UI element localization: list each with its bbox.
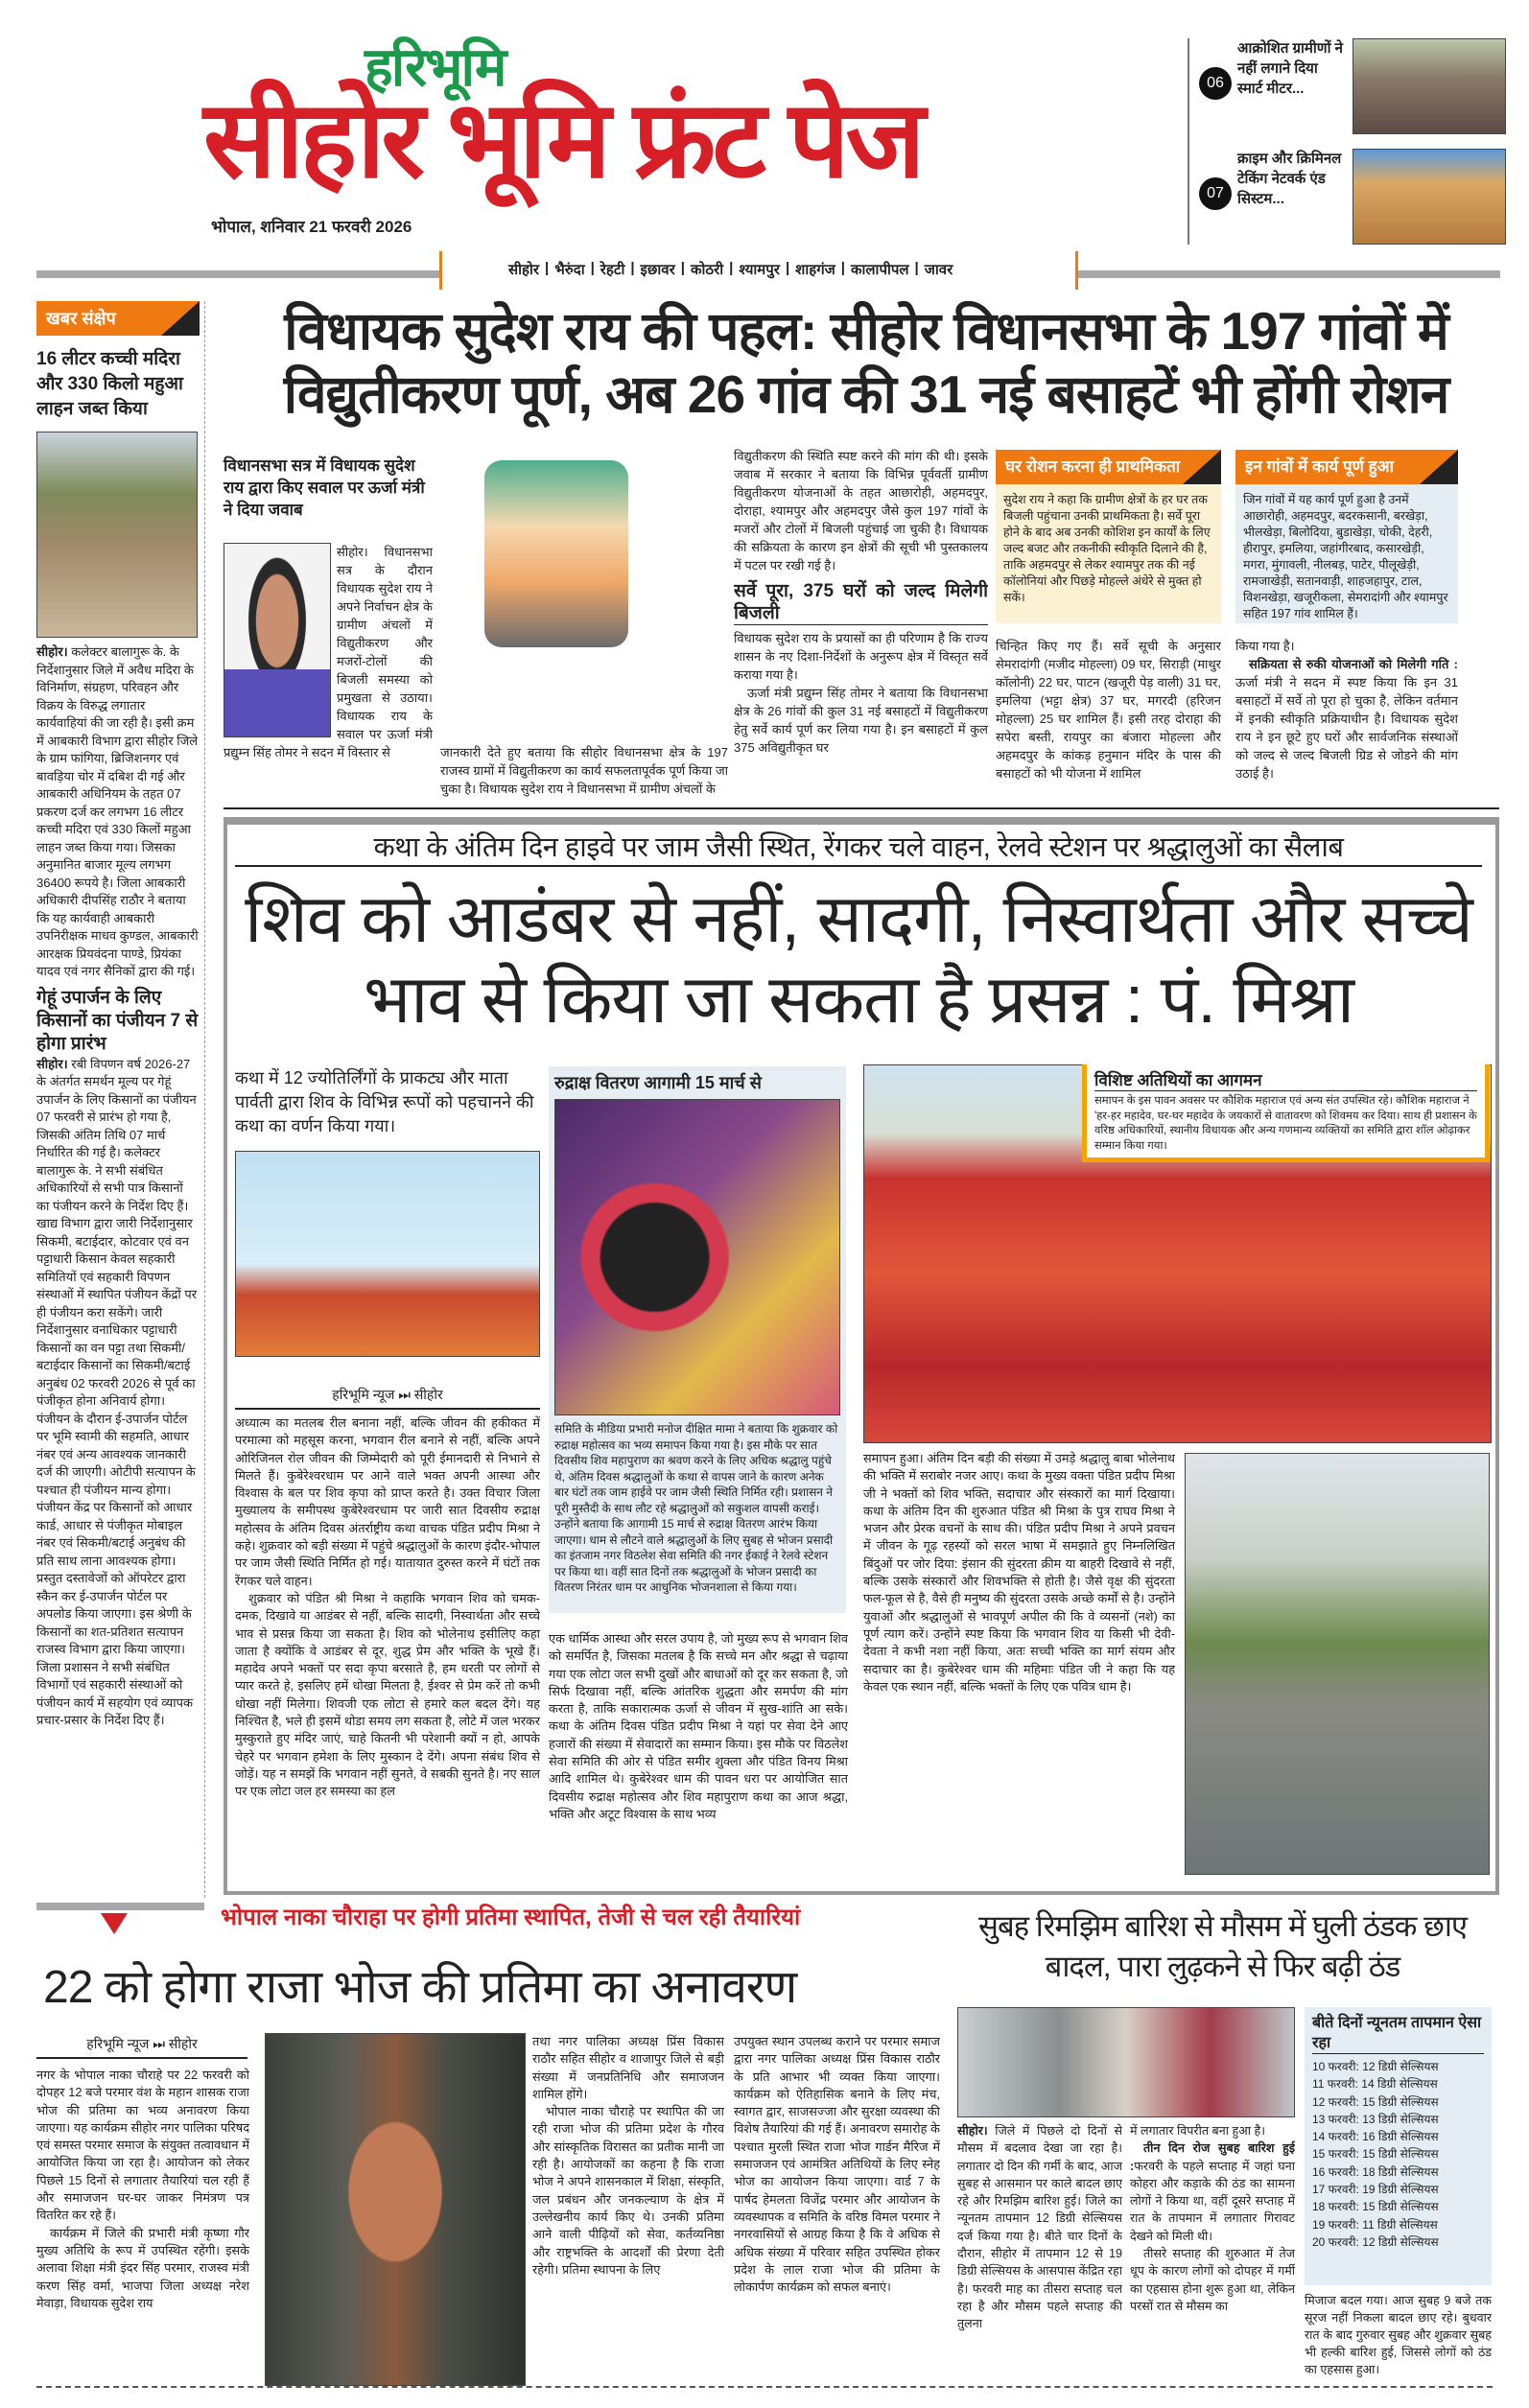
nav-item[interactable]: श्यामपुर <box>739 262 780 278</box>
weather-col2: में लगातार विपरीत बना हुआ है। तीन दिन रोज सुबह बारिश हुई :फरवरी के पहले सप्ताह में जहां घना कोहरा और कड़ाके की ठंड का सामना लोगों ने किया था, वहीं दूसरे सप्ताह में रात के तापमान में लगातार गिरावट देखने को मिली थी। तीसरे सप्ताह की शुरुआत में तेज धूप के कारण लोगों को दोपहर में गर्मी का एहसास होना शुरू हुआ था, लेकिन परसों रात से मौसम का <box>1130 2124 1295 2313</box>
teaser-2[interactable] <box>1199 149 1506 245</box>
teaser-photo-villagers <box>1353 38 1506 134</box>
rain-commuters-photo <box>957 2007 1295 2117</box>
temperature-box-title: बीते दिनों न्यूनतम तापमान ऐसा रहा <box>1312 2013 1484 2054</box>
lead-col3-subhead: सर्वे पूरा, 375 घरों को जल्द मिलेगी बिजली <box>734 581 988 623</box>
katha-col2: एक धार्मिक आस्था और सरल उपाय है, जो मुख्य रूप से भगवान शिव को समर्पित है, जिसका मतलब है कि सच्चे मन और श्रद्धा से चढ़ाया गया एक लोटा जल सभी दुखों और बाधाओं को दूर कर सकता है, जो सिर्फ दिखावा नहीं, बल्कि आंतरिक शुद्धता और समर्पण की मांग करता है, ताकि सकारात्मक ऊर्जा से जीवन में सुख-शांति आ सके। कथा के अंतिम दिवस पंडित प्रदीप मिश्रा ने यहां पर सेवा देने आए हजारों की संख्या में सेवादारों का सम्मान किया। इस मौके पर विठलेश सेवा समिति की ओर से पंडित समीर शुक्ला और पंडित विनय मिश्रा आदि शामिल थे। कुबेरेश्वर धाम की पावन धरा पर आयोजित सात दिवसीय रुद्राक्ष महोत्सव और शिव महापुराण कथा का आज श्रद्धा, भक्ति और अटूट विश्वास के साथ भव्य <box>549 1631 848 1821</box>
temperature-row: 18 फरवरी: 15 डिग्री सेल्सियस <box>1312 2200 1439 2214</box>
nav-rule-right <box>1078 270 1500 278</box>
temperature-row: 19 फरवरी: 11 डिग्री सेल्सियस <box>1312 2217 1438 2232</box>
temperature-row: 15 फरवरी: 15 डिग्री सेल्सियस <box>1312 2147 1439 2162</box>
rudraksh-text: समिति के मीडिया प्रभारी मनोज दीक्षित मामा ने बताया कि शुक्रवार को रुद्राक्ष महोत्सव का भव्य समापन किया गया है। इस मौके पर सात दिवसीय शिव महापुराण का श्रवण करने के लिए अधिक श्रद्धालु पहुंचे थे, अंतिम दिवस श्रद्धालुओं के कथा से वापस जाने के कारण अनेक बार घंटों तक जाम हाईवे पर जाम जैसी स्थिति निर्मित रही। प्रशासन ने पूरी मुस्तैदी के साथ लौट रहे श्रद्धालुओं को सकुशल वापसी कराई। उन्होंने बताया कि आगामी 15 मार्च से रुद्राक्ष वितरण आरंभ किया जाएगा। धाम से लौटने वाले श्रद्धालुओं के लिए सुबह से भोजन प्रसादी का इंतजाम नगर विठलेश सेवा समिति की नगर ईकाई ने रेलवे स्टेशन पर किया था। वहीं सात दिनों तक श्रद्धालुओं के भोजन प्रसादी का वितरण निरंतर धाम पर आधुनिक भोजनशाला से किया गया। <box>554 1422 838 1594</box>
katha-headline: शिव को आडंबर से नहीं, सादगी, निस्वार्थता और सच्चे भाव से किया जा सकता है प्रसन्न : पं. मिश्रा <box>245 881 1472 1037</box>
temperature-row: 13 फरवरी: 13 डिग्री सेल्सियस <box>1312 2112 1439 2126</box>
teaser-text: आक्रोशित ग्रामीणों ने नहीं लगाने दिया स्मार्ट मीटर... <box>1237 40 1343 97</box>
nav-item[interactable]: शाहगंज <box>795 262 835 278</box>
guests-text: समापन के इस पावन अवसर पर कौशिक महाराज एवं अन्य संत उपस्थित रहे। कौशिक महाराज ने 'हर-हर महादेव, घर-घर महादेव के जयकारों से वातावरण को शिवमय कर दिया। साथ ही प्रशासन के वरिष्ठ अधिकारियों, स्थानीय विधायक और अन्य गणमान्य व्यक्तियों का समिति द्वारा शॉल ओढ़ाकर सम्मान किया गया। <box>1094 1095 1477 1152</box>
teaser-text: क्राइम और क्रिमिनल टेकिंग नेटवर्क एंड सिस्टम... <box>1237 151 1342 207</box>
brief-body: सीहोर। कलेक्टर बालागुरू के. के निर्देशानुसार जिले में अवैध मदिरा के विनिर्माण, संग्रहण, परिवहन और विक्रय के विरुद्ध लगातार कार्यवाहियां की जा रही है। इसी क्रम में आबकारी विभाग द्वारा सीहोर जिले के ग्राम फांगिया, ब्रिजिशनगर एवं बावड़िया चोर में दबिश दी गई और आबकारी अधिनियम के तहत 07 प्रकरण दर्ज कर लगभग 16 लीटर कच्ची मदिरा एवं 330 किलों महुआ लाहन जब्त किया गया। जिसका अनुमानित बाजार मूल्य लगभग 36400 रूपये है। जिला आबकारी अधिकारी दीपसिंह राठौर ने बताया कि यह कार्यवाही आबकारी उपनिरीक्षक माधव कुण्डल, आबकारी आरक्षक प्रियवंदना पाण्डे, प्रियंका यादव एवं नगर सैनिकों द्वारा की गई। <box>36 644 199 978</box>
temperature-row: 17 फरवरी: 19 डिग्री सेल्सियस <box>1312 2183 1439 2197</box>
nav-item[interactable]: जावर <box>924 262 953 278</box>
lead-col5: किया गया है। सक्रियता से रुकी योजनाओं को मिलेगी गति : ऊर्जा मंत्री ने सदन में स्पष्ट किया कि इन 31 बसाहटों में सर्वे तो पूरा हो चुका है, लेकिन वर्तमान में इनकी स्वीकृति प्रक्रियाधीन है। विधायक सुदेश राय ने इन छूटे हुए घरों और सार्वजनिक संस्थाओं को जल्द से जल्द बिजली ग्रिड से जोडने की मांग उठाई है। <box>1235 639 1458 781</box>
nav-item[interactable]: कालापीपल <box>850 262 909 278</box>
bhoj-kicker: भोपाल नाका चौराहा पर होगी प्रतिमा स्थापित, तेजी से चल रही तैयारियां <box>221 1905 801 1930</box>
lead-subhead: विधानसभा सत्र में विधायक सुदेश राय द्वारा किए सवाल पर ऊर्जा मंत्री ने दिया जवाब <box>223 456 425 519</box>
nav-item[interactable]: इछावर <box>640 262 675 278</box>
weather-headline: सुबह रिमझिम बारिश से मौसम में घुली ठंडक छाए बादल, पारा लुढ़कने से फिर बढ़ी ठंड <box>977 1909 1468 1983</box>
teaser-photo-building <box>1353 149 1506 245</box>
katha-subhead: कथा में 12 ज्योतिर्लिंगों के प्राकट्य और माता पार्वती द्वारा शिव के विभिन्न रूपों को पहचानने की कथा का वर्णन किया गया। <box>235 1068 534 1135</box>
bottom-section-rule <box>36 1903 204 1910</box>
temperature-row: 14 फरवरी: 16 डिग्री सेल्सियस <box>1312 2130 1439 2144</box>
bhoj-col2: तथा नगर पालिका अध्यक्ष प्रिंस विकास राठौर सहित सीहोर व शाजापुर जिले से बड़ी संख्या में जनप्रतिनिधि और समाजजन शामिल होंगे। भोपाल नाका चौराहे पर स्थापित की जा रही राजा भोज की प्रतिमा प्रदेश के गौरव और सांस्कृतिक विरासत का प्रतीक मानी जा रही है। आयोजकों का कहना है कि राजा भोज ने अपने शासनकाल में शिक्षा, संस्कृति, जल प्रबंधन और जनकल्याण के क्षेत्र में उल्लेखनीय कार्य किए थे। उनकी प्रतिमा आने वाली पीढ़ियों को सेवा, कर्तव्यनिष्ठा और राष्ट्रभक्ति के आदर्शों की प्रेरणा देती रहेगी। प्रतिमा स्थापना के लिए <box>532 2034 724 2277</box>
lead-col3: विद्युतीकरण की स्थिति स्पष्ट करने की मांग की थी। इसके जवाब में सरकार ने बताया कि विभिन्न पूर्ववर्ती ग्रामीण विद्युतीकरण योजनाओं के तहत आछारोही, अहमदपुर, दोराहा, श्यामपुर और अहमदपुर जैसे कुल 197 गांवों के मजरों और टोलों में बिजली पहुंचाई जा चुकी है। विधायक की सक्रियता के कारण इन क्षेत्रों की सूची भी पुस्तकालय में पटल पर रखी गई है। सर्वे पूरा, 375 घरों को जल्द मिलेगी बिजली विधायक सुदेश राय के प्रयासों का ही परिणाम है कि राज्य शासन के नए दिशा-निर्देशों के अनुरूप क्षेत्र में विस्तृत सर्वे कराया गया है। ऊर्जा मंत्री प्रद्युम्न सिंह तोमर ने बताया कि विधानसभा क्षेत्र के 26 गांवों की कुल 31 नई बसाहटों में विद्युतीकरण हेतु सर्वे कार्य पूर्ण कर लिया गया है। इन बसाहटों में कुल 375 अविद्युतीकृत घर <box>734 449 988 755</box>
brief-body: सीहोर। रबी विपणन वर्ष 2026-27 के अंतर्गत समर्थन मूल्य पर गेहूं उपार्जन के लिए किसानों का पंजीयन 07 फरवरी से प्रारंभ हो गया है, जिसकी अंतिम तिथि 07 मार्च निर्धारित की गई है। कलेक्टर बालागुरू के. ने सभी संबंधित अधिकारियों से सभी पात्र किसानों का पंजीयन करने के निर्देश दिए हैं। खाद्य विभाग द्वारा जारी निर्देशानुसार सिकमी, बटाईदार, कोटवार एवं वन पट्टाधारी किसान केवल सहकारी समितियों एवं सहकारी विपणन संस्थाओं में स्थापित पंजीयन केंद्रों पर ही पंजीयन करा सकेंगे। जारी निर्देशानुसार वनाधिकार पट्टाधारी किसानों का वन पट्टा तथा सिकमी/बटाईदार किसानों का सिकमी/बटाई अनुबंध 02 फरवरी 2026 से पूर्व का पंजीकृत होना अनिवार्य होगा। पंजीयन के दौरान ई-उपार्जन पोर्टल पर भूमि स्वामी की सहमति, आधार नंबर एवं अन्य आवश्यक जानकारी दर्ज की जाएगी। ओटीपी सत्यापन के पश्चात ही पंजीयन मान्य होगा। पंजीयन केंद्र पर किसानों को आधार कार्ड, आधार से पंजीकृत मोबाइल नंबर एवं सिकमी/बटाई अनुबंध की प्रति साथ लाना आवश्यक होगा। प्रस्तुत दस्तावेजों को ऑपरेटर द्वारा स्कैन कर ई-उपार्जन पोर्टल पर अपलोड किया जाएगा। इस श्रेणी के किसानों का शत-प्रतिशत सत्यापन राजस्व विभाग द्वारा किया जाएगा। जिला प्रशासन ने सभी संबंधित विभागों एवं सहकारी संस्थाओं को पंजीयन कार्य में सहयोग एवं व्यापक प्रचार-प्रसार के निर्देश दिए हैं। <box>36 1056 198 1727</box>
temperature-row: 16 फरवरी: 18 डिग्री सेल्सियस <box>1312 2164 1439 2179</box>
katha-col1: अध्यात्म का मतलब रील बनाना नहीं, बल्कि जीवन की हकीकत में परमात्मा को महसूस करना, भगवान रील बनाने से नहीं, बल्कि अपने ओरिजिनल रोल जीवन की जिम्मेदारी को पूरी ईमानदारी से निभाने से मिलते हैं। कुबेरेश्वरधाम पर आने वाले भक्त अपनी आस्था और विश्वास के बल पर शिव कृपा को प्राप्त करते है। उक्त विचार जिला मुख्यालय के समीपस्थ कुबेरेश्वरधाम पर जारी सात दिवसीय रुद्राक्ष महोत्सव के अंतिम दिवस अंतर्राष्ट्रीय कथा वाचक पंडित प्रदीप मिश्रा ने कहे। शुक्रवार को बड़ी संख्या में पहुंचे श्रद्धालुओं के कारण इंदौर-भोपाल पर जाम जैसी स्थिति निर्मित हो गई। यातायात दुरुस्त करने में घंटों तक रेंगकर चले वाहन। शुक्रवार को पंडित श्री मिश्रा ने कहाकि भगवान शिव को चमक-दमक, दिखावे या आडंबर से नहीं, बल्कि सादगी, निस्वार्थता और सच्चे भाव से प्रसन्न किया जा सकता है। शिव को भोलेनाथ इसीलिए कहा जाता है क्योंकि वे आडंबर से दूर, शुद्ध प्रेम और भक्ति के भूखे हैं। महादेव अपने भक्तों पर सदा कृपा बरसाते है, हम धरती पर लोगों से प्यार करते हे, इसलिए हमें धोखा मिलता है, ईश्वर से प्रेम करें तो कभी धोखा नहीं मिलेगा। शिवजी एक लोटा से हमारे कल बदल देंगे। यह निश्चित है, भले ही इसमें थोडा समय लग सकता है, लोटे में जल भरकर मुस्कुराते हुए मंदिर जाएं, चाहे कितनी भी परेशानी क्यों न हो, आपके चेहरे पर भगवान हमेशा के लिए मुस्कान दे देंगे। अपना संबंध शिव से जोड़ें। यह न समझें कि भगवान नहीं सुनते, वे सबकी सुनते है। नए साल पर एक लोटा जल हर समस्या का हल <box>235 1415 540 1799</box>
nav-item[interactable]: सीहोर <box>508 262 540 278</box>
page-number-badge: 07 <box>1199 177 1232 210</box>
temperature-box <box>1305 2007 1492 2285</box>
katha-byline: हरिभूमि न्यूज ⏭ सीहोर <box>235 1386 540 1410</box>
excise-team-photo <box>36 432 198 638</box>
lead-col2: जानकारी देते हुए बताया कि सीहोर विधानसभा क्षेत्र के 197 राजस्व ग्रामों में विद्युतीकरण का कार्य सफलतापूर्वक पूर्ण किया जा चुका है। विधायक सुदेश राय ने विधानसभा में ग्रामीण अंचलों के <box>440 745 728 796</box>
section-divider <box>223 807 1499 809</box>
nav-item[interactable]: भैरुंदा <box>554 262 585 278</box>
weather-col3: मिजाज बदल गया। आज सुबह 9 बजे तक सूरज नहीं निकला बादल छाए रहे। बुधवार रात के बाद गुरुवार सुबह और शुक्रवार सुबह भी हल्की बारिश हुई, जिससे लोगों को ठंड का एहसास हुआ। <box>1305 2294 1492 2376</box>
weather-col1: सीहोर। जिले में पिछले दो दिनों से मौसम में बदलाव देखा जा रहा है। लगातार दो दिन की गर्मी के बाद, आज सुबह से आसमान पर काले बादल छाए रहे और रिमझिम बारिश हुई। जिले का न्यूनतम तापमान 12 डिग्री सेल्सियस दर्ज किया गया है। बीते चार दिनों के दौरान, सीहोर में तापमान 12 से 19 डिग्री सेल्सियस के आसपास केंद्रित रहा है। फरवरी माह का तीसरा सप्ताह चल रहा है और मौसम पहले सप्ताह की तुलना <box>957 2124 1122 2331</box>
teaser-panel <box>1188 38 1504 245</box>
temperature-row: 20 फरवरी: 12 डिग्री सेल्सियस <box>1312 2234 1439 2249</box>
temperature-row: 10 फरवरी: 12 डिग्री सेल्सियस <box>1312 2060 1439 2073</box>
nav-item[interactable]: रेहटी <box>600 262 625 278</box>
lead-col4: चिन्हित किए गए हैं। सर्वे सूची के अनुसार सेमरादांगी (मजीद मोहल्ला) 09 घर, सिराड़ी (माथुर कॉलोनी) 22 घर, पाटन (खजूरी पेड़ वाली) 31 घर, इमलिया (भट्टा क्षेत्र) 37 घर, मगरदी (हरिजन मोहल्ला) 25 घर शामिल हैं। इसी तरह दोराहा की सपेरा बस्ती, रायपुर का बंजारा मोहल्ला और अहमदपुर के कांकड़ हनुमान मंदिर के पास की बसाहटों को भी योजना में शामिल <box>996 639 1221 781</box>
brand-logo: हरिभूमि <box>365 36 506 97</box>
villages-box-tag: इन गांवों में कार्य पूर्ण हुआ <box>1235 450 1458 484</box>
dateline: भोपाल, शनिवार 21 फरवरी 2026 <box>211 218 412 236</box>
guests-box <box>1082 1064 1490 1162</box>
katha-col3: समापन हुआ। अंतिम दिन बड़ी की संख्या में उमड़े श्रद्धालु बाबा भोलेनाथ की भक्ति में सराबोर नजर आए। कथा के मुख्य वक्ता पंडित प्रदीप मिश्रा जी ने भक्तों को शिव भक्ति, सदाचार और संस्कारों का मार्ग दिखाया। कथा के अंतिम दिन की शुरुआत पंडित श्री मिश्रा के पुत्र राघव मिश्रा ने भजन और प्रेरक वचनों के साथ की। पंडित प्रदीप मिश्रा ने अपने प्रवचन में जीवन के गूढ़ रहस्यों को सरल भाषा में समझाते हुए निम्नलिखित बिंदुओं पर जोर दिया: इंसान की सुंदरता क्रीम या बाहरी दिखावे से नहीं, बल्कि उसके संस्कारों और शिवभक्ति से होती है। जैसे वृक्ष की सुंदरता फल-फूल से है, वैसे ही मनुष्य की सुंदरता उसके अच्छे कर्मों से है। उन्होंने युवाओं और श्रद्धालुओं से भावपूर्ण अपील की कि वे व्यसनों (नशे) का पूर्ण त्याग करें। उन्होंने स्पष्ट किया कि भगवान शिव या किसी भी देवी-देवता ने कभी नशा नहीं किया, अतः सच्ची भक्ति का मार्ग संयम और सदाचार का है। कुबेरेश्वर धाम की महिमाः पंडित जी ने कहा कि यह केवल एक स्थान नहीं, बल्कि भक्तों के लिए एक पवित्र धाम है। <box>863 1451 1175 1694</box>
down-chevron-icon <box>101 1913 128 1934</box>
bhoj-byline: हरिभूमि न्यूज ⏭ सीहोर <box>36 2035 247 2059</box>
bhoj-col3: उपयुक्त स्थान उपलब्ध कराने पर परमार समाज द्वारा नगर पालिका अध्यक्ष प्रिंस विकास राठौर के प्रति आभार भी व्यक्त किया जाएगा। कार्यक्रम को ऐतिहासिक बनाने के लिए मंच, स्वागत द्वार, साजसज्जा और सुरक्षा व्यवस्था की विशेष तैयारियां की गई हैं। अनावरण समारोह के पश्चात मुरली स्थित राजा भोज गार्डन मैरिज में समाजजन एवं आमंत्रित अतिथियों के लिए स्नेह भोज का आयोजन किया जाएगा। वार्ड 7 के पार्षद हेमलता विजेंद्र परमार और आयोजन के व्यवस्थापक व समिति के वरिष्ठ विमल परमार ने नगरवासियों से आग्रह किया है कि वे अधिक से अधिक संख्या में परिवार सहित उपस्थित होकर प्रदेश के लाल राजा भोज की प्रतिमा के लोकार्पण कार्यक्रम को सफल बनाएं। <box>734 2034 940 2295</box>
nav-item[interactable]: कोठरी <box>691 262 724 278</box>
brief-headline: 16 लीटर कच्ची मदिरा और 330 किलो महुआ लाहन जब्त किया <box>36 349 183 419</box>
sidebar-tag: खबर संक्षेप <box>36 301 200 336</box>
lead-col1: सीहोर। विधानसभा सत्र के दौरान विधायक सुदेश राय ने अपने निर्वाचन क्षेत्र के ग्रामीण अंचलों में विद्युतीकरण और मजरों-टोलों की बिजली समस्या को प्रमुखता से उठाया। विधायक राय के सवाल पर ऊर्जा मंत्री प्रद्युम्न सिंह तोमर ने सदन में विस्तार से <box>223 545 433 760</box>
bhoj-col1: नगर के भोपाल नाका चौराहे पर 22 फरवरी को दोपहर 12 बजे परमार वंश के महान शासक राजा भोज की प्रतिमा का भव्य अनावरण किया जाएगा। यह कार्यक्रम सीहोर नगर पालिका परिषद एवं समस्त परमार समाज के संयुक्त तत्वावधान में आयोजित किया जा रहा है। आयोजन को लेकर पिछले 15 दिनों से लगातार तैयारियां चल रही हैं और समाजजन घर-घर जाकर निमंत्रण पत्र वितरित कर रहे हैं। कार्यक्रम में जिले की प्रभारी मंत्री कृष्णा गौर मुख्य अतिथि के रूप में उपस्थित रहेंगी। इसके अलावा शिक्षा मंत्री इंदर सिंह परमार, राजस्व मंत्री करण सिंह वर्मा, भाजपा जिला अध्यक्ष नरेश मेवाड़ा, विधायक सुदेश राय <box>36 2068 249 2310</box>
rudraksh-box <box>549 1066 846 1613</box>
highway-traffic-photo <box>1185 1453 1490 1875</box>
temperature-list <box>1312 2058 1484 2251</box>
priority-box <box>996 450 1221 623</box>
priority-box-tag: घर रोशन करना ही प्राथमिकता <box>996 450 1221 484</box>
bhoj-headline: 22 को होगा राजा भोज की प्रतिमा का अनावरण <box>43 1962 797 2013</box>
edition-nav: सीहोर | भैरुंदा | रेहटी | इछावर | कोठरी | श्यामपुर | शाहगंज | कालापीपल | जावर <box>508 260 953 278</box>
priority-box-text: सुदेश राय ने कहा कि ग्रामीण क्षेत्रों के हर घर तक बिजली पहुंचाना उनकी प्राथमिकता है। सर्वे पूरा होने के बाद अब उनकी कोशिश इन कार्यों के लिए जल्द बजट और तकनीकी स्वीकृति दिलाने की है, ताकि अहमदपुर से लेकर श्यामपुर तक की नई कॉलोनियां और पिछड़े मोहल्ले अंधेरे से मुक्त हो सकें। <box>996 484 1221 623</box>
villages-box-text: जिन गांवों में यह कार्य पूर्ण हुआ है उनमें आछारोही, अहमदपुर, बदरकसानी, बरखेड़ा, भीलखेड़ा, बिलोदिया, बुडाखेड़ा, चोकी, देहरी, हीरापुर, इमलिया, जहांगीरबाद, कसारखेड़ी, मगरा, मुंगावली, नीलबड़, पाटेर, पीलूखेड़ी, रामजाखेड़ी, सतानवाड़ी, शाहजहापुर, टाल, विशनखेड़ा, खजूरीकला, सेमरादांगी और श्यामपुर सहित 197 गांव शामिल हैं। <box>1235 484 1458 623</box>
lead-headline: विधायक सुदेश राय की पहल: सीहोर विधानसभा के 197 गांवों में विद्युतीकरण पूर्ण, अब 26 गांव की 31 नई बसाहटें भी होंगी रोशन <box>283 301 1449 424</box>
temperature-row: 11 फरवरी: 14 डिग्री सेल्सियस <box>1312 2077 1438 2092</box>
brief-headline: गेहूं उपार्जन के लिए किसानों का पंजीयन 7 से होगा प्रारंभ <box>36 987 199 1054</box>
power-tower-illustration <box>484 460 628 647</box>
nav-rule-left <box>36 270 439 278</box>
guests-title: विशिष्ट अतिथियों का आगमन <box>1094 1068 1477 1091</box>
page-title: सीहोर भूमि फ्रंट पेज <box>203 80 922 199</box>
katha-kicker: कथा के अंतिम दिन हाइवे पर जाम जैसी स्थित, रेंगकर चले वाहन, रेलवे स्टेशन पर श्रद्धालुओं का सैलाब <box>235 830 1482 867</box>
raja-bhoj-statue-photo <box>265 2033 526 2386</box>
news-brief-sidebar <box>36 301 205 1898</box>
rudraksh-title: रुद्राक्ष वितरण आगामी 15 मार्च से <box>554 1073 762 1092</box>
temperature-row: 12 फरवरी: 15 डिग्री सेल्सियस <box>1312 2094 1439 2109</box>
page-bottom-rule <box>36 2386 1493 2388</box>
shivling-photo <box>554 1099 840 1415</box>
page-number-badge: 06 <box>1199 67 1232 100</box>
devotees-dance-photo <box>235 1151 540 1357</box>
teaser-1[interactable] <box>1199 38 1506 134</box>
villages-box <box>1235 450 1458 623</box>
